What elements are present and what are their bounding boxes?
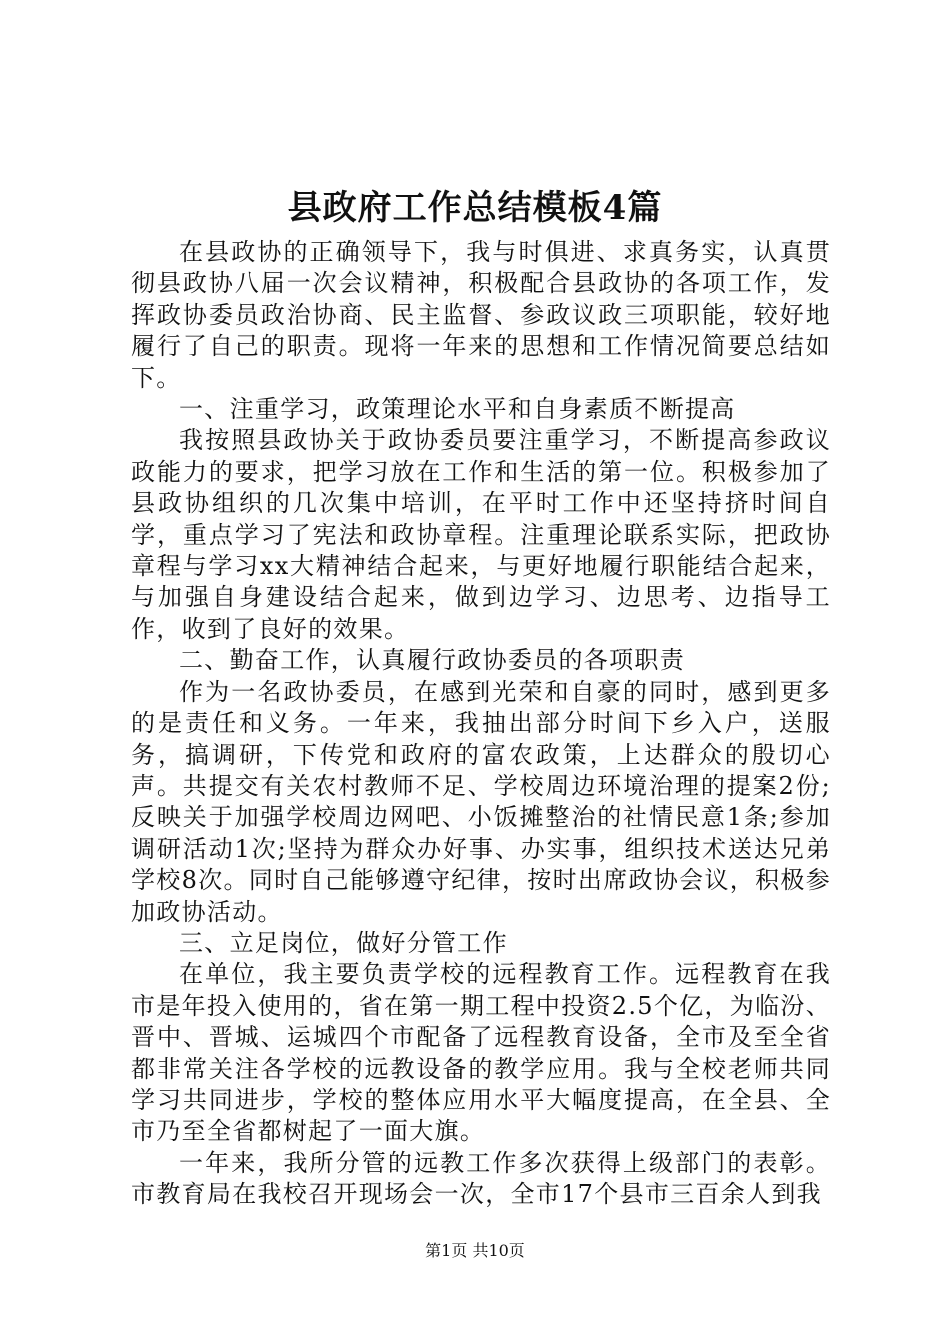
section-heading-2: 二、勤奋工作，认真履行政协委员的各项职责 — [179, 646, 685, 675]
paragraph-study: 我按照县政协关于政协委员要注重学习，不断提高参政议政能力的要求，把学习放在工作和生活的第一位。积极参加了县政协组织的几次集中培训，在平时工作中还坚持挤时间自学，重点学习了宪法和政协章程。注重理论联系实际，把政协章程与学习xx大精神结合起来，与更好地履行职能结合起来，与加强自身建设结合起来，做到边学习、边思考、边指导工作，收到了良好的效果。 — [131, 426, 831, 643]
paragraph-achievements: 一年来，我所分管的远教工作多次获得上级部门的表彰。市教育局在我校召开现场会一次，全市17个县市三百余人到我 — [131, 1148, 831, 1209]
section-heading-1: 一、注重学习，政策理论水平和自身素质不断提高 — [179, 395, 736, 424]
document-title: 县政府工作总结模板4篇 — [287, 188, 663, 228]
paragraph-duties: 作为一名政协委员，在感到光荣和自豪的同时，感到更多的是责任和义务。一年来，我抽出部分时间下乡入户，送服务，搞调研，下传党和政府的富农政策，上达群众的殷切心声。共提交有关农村教师不足、学校周边环境治理的提案2份;反映关于加强学校周边网吧、小饭摊整治的社情民意1条;参加调研活动1次;坚持为群众办好事、办实事，组织技术送达兄弟学校8次。同时自己能够遵守纪律，按时出席政协会议，积极参加政协活动。 — [131, 677, 831, 926]
document-body — [131, 237, 831, 1211]
section-heading-3: 三、立足岗位，做好分管工作 — [179, 928, 508, 957]
paragraph-intro: 在县政协的正确领导下，我与时俱进、求真务实，认真贯彻县政协八届一次会议精神，积极配合县政协的各项工作，发挥政协委员政治协商、民主监督、参政议政三项职能，较好地履行了自己的职责。现将一年来的思想和工作情况简要总结如下。 — [131, 238, 831, 392]
paragraph-position: 在单位，我主要负责学校的远程教育工作。远程教育在我市是年投入使用的，省在第一期工程中投资2.5个亿，为临汾、晋中、晋城、运城四个市配备了远程教育设备，全市及至全省都非常关注各学校的远教设备的教学应用。我与全校老师共同学习共同进步，学校的整体应用水平大幅度提高，在全县、全市乃至全省都树起了一面大旗。 — [131, 960, 831, 1146]
page-footer: 第1页 共10页 — [425, 1241, 525, 1260]
